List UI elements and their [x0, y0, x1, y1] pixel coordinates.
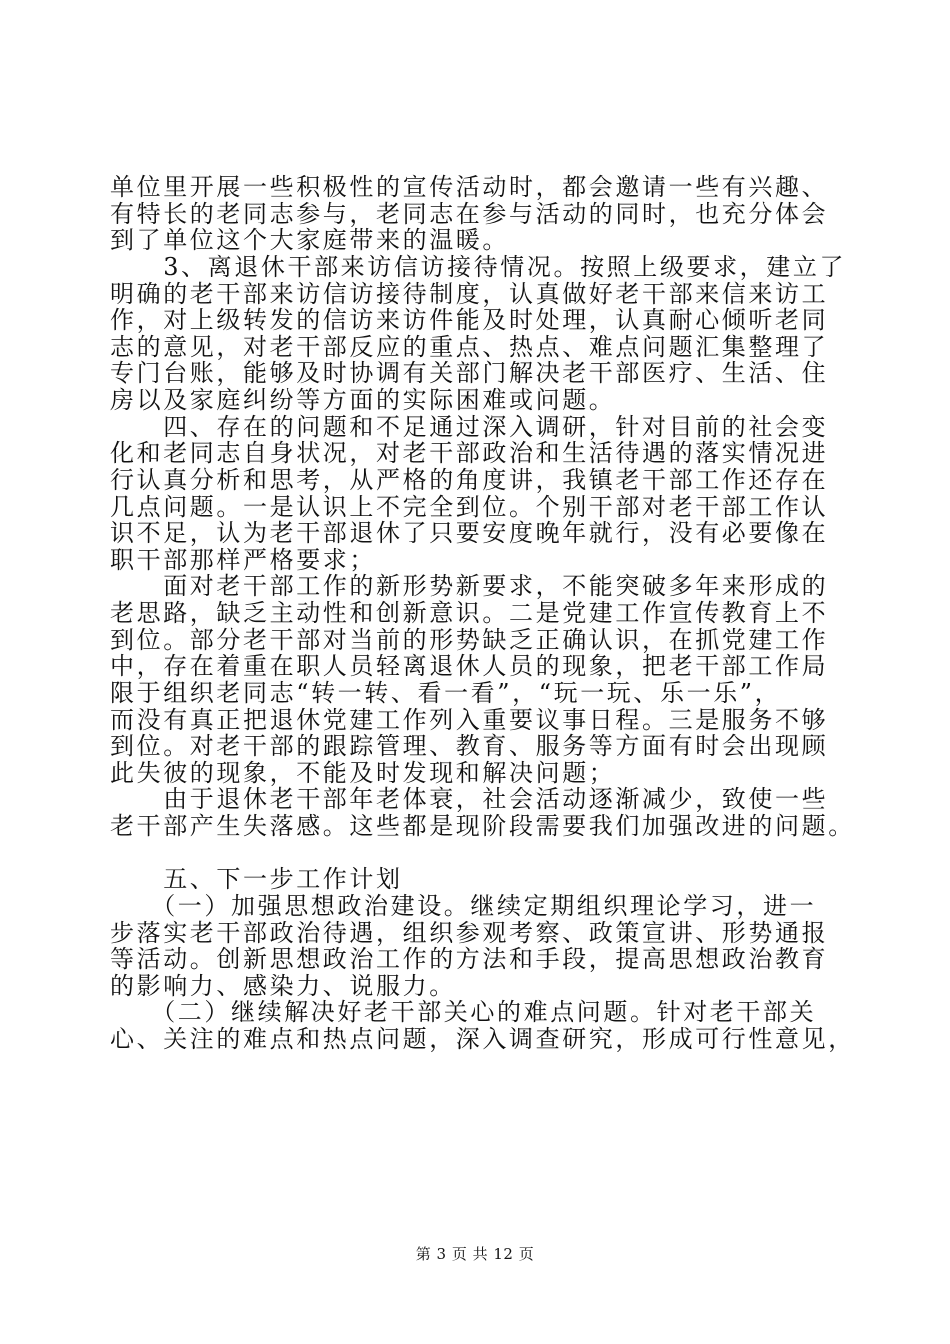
text-line: 行认真分析和思考，从严格的角度讲，我镇老干部工作还存在	[110, 466, 829, 494]
text-line: 明确的老干部来访信访接待制度，认真做好老干部来信来访工	[110, 280, 829, 308]
text-line: 职干部那样严格要求；	[110, 546, 376, 574]
section-heading: 五、下一步工作计划	[110, 865, 403, 893]
text-line: 的影响力、感染力、说服力。	[110, 972, 456, 1000]
text-line: 而没有真正把退休党建工作列入重要议事日程。三是服务不够	[110, 706, 829, 734]
text-line: 到位。部分老干部对当前的形势缺乏正确认识，在抓党建工作	[110, 626, 829, 654]
text-line: 心、关注的难点和热点问题，深入调查研究，形成可行性意见，	[110, 1025, 855, 1053]
text-line: 单位里开展一些积极性的宣传活动时，都会邀请一些有兴趣、	[110, 173, 829, 201]
text-line: 限于组织老同志“转一转、看一看”，“玩一玩、乐一乐”，	[110, 679, 782, 707]
text-line: 房以及家庭纠纷等方面的实际困难或问题。	[110, 386, 616, 414]
text-line: 老干部产生失落感。这些都是现阶段需要我们加强改进的问题。	[110, 812, 855, 840]
text-line: 作，对上级转发的信访来访件能及时处理，认真耐心倾听老同	[110, 306, 829, 334]
text-line: 到了单位这个大家庭带来的温暖。	[110, 226, 509, 254]
text-line: 志的意见，对老干部反应的重点、热点、难点问题汇集整理了	[110, 333, 829, 361]
text-line: 到位。对老干部的跟踪管理、教育、服务等方面有时会出现顾	[110, 732, 829, 760]
text-line: 四、存在的问题和不足通过深入调研，针对目前的社会变	[110, 413, 829, 441]
text-line: 由于退休老干部年老体衰，社会活动逐渐减少，致使一些	[110, 785, 829, 813]
text-line: 有特长的老同志参与，老同志在参与活动的同时，也充分体会	[110, 200, 829, 228]
text-line: 3、离退休干部来访信访接待情况。按照上级要求，建立了	[110, 253, 847, 281]
text-line: 面对老干部工作的新形势新要求，不能突破多年来形成的	[110, 572, 829, 600]
text-line: （一）加强思想政治建设。继续定期组织理论学习，进一	[110, 892, 817, 920]
page-number-footer: 第 3 页 共 12 页	[415, 1245, 535, 1263]
text-line: 识不足，认为老干部退休了只要安度晚年就行，没有必要像在	[110, 519, 829, 547]
text-line: 化和老同志自身状况，对老干部政治和生活待遇的落实情况进	[110, 439, 829, 467]
text-line: 此失彼的现象，不能及时发现和解决问题；	[110, 759, 616, 787]
text-line: 步落实老干部政治待遇，组织参观考察、政策宣讲、形势通报	[110, 919, 829, 947]
text-line: 专门台账，能够及时协调有关部门解决老干部医疗、生活、住	[110, 359, 829, 387]
text-line: 老思路，缺乏主动性和创新意识。二是党建工作宣传教育上不	[110, 599, 829, 627]
text-line: 等活动。创新思想政治工作的方法和手段，提高思想政治教育	[110, 945, 829, 973]
text-line: （二）继续解决好老干部关心的难点问题。针对老干部关	[110, 998, 817, 1026]
text-line: 几点问题。一是认识上不完全到位。个别干部对老干部工作认	[110, 493, 829, 521]
text-line: 中，存在着重在职人员轻离退休人员的现象，把老干部工作局	[110, 652, 829, 680]
